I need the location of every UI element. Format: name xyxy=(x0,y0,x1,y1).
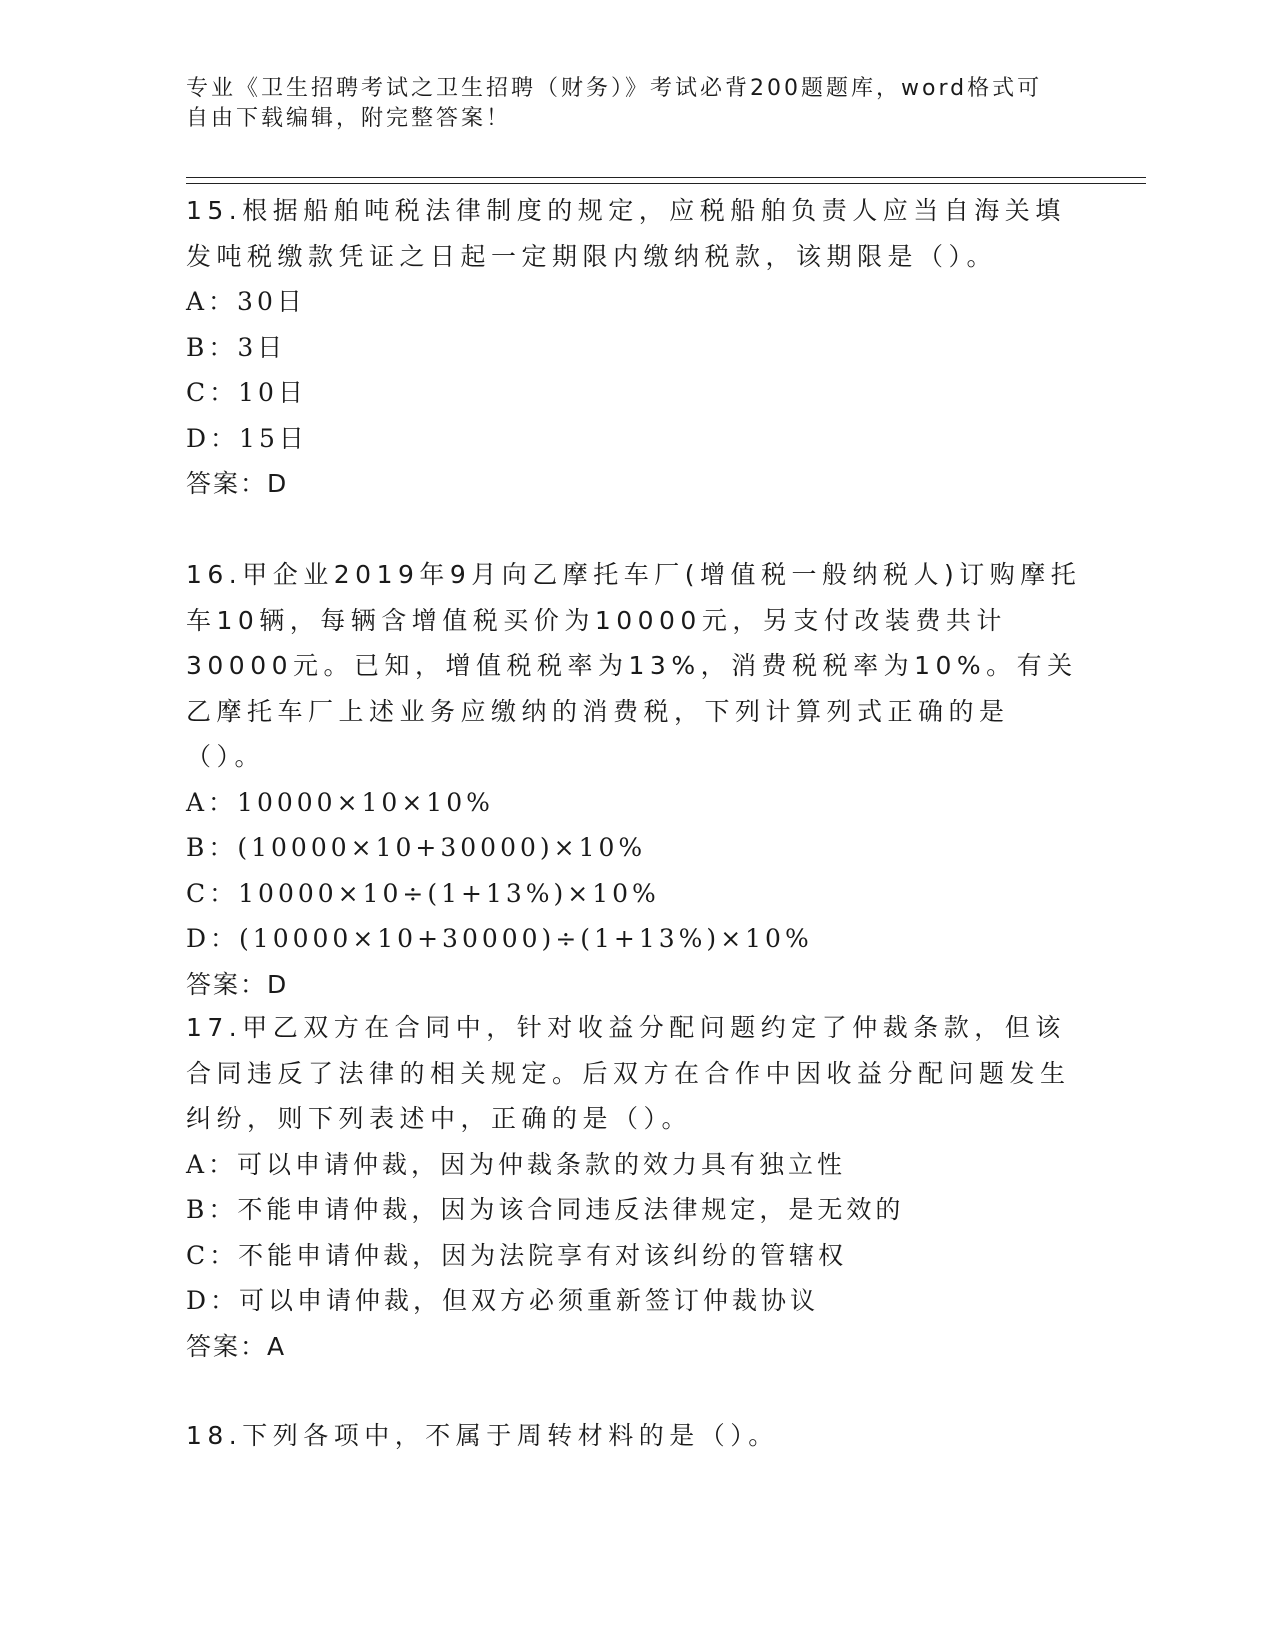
answer-line: 答案：A xyxy=(186,1331,287,1361)
option-c: C：10日 xyxy=(186,378,307,407)
option-b: B：3日 xyxy=(186,332,287,362)
question-16 xyxy=(186,552,1086,1007)
question-stem: 16.甲企业2019年9月向乙摩托车厂(增值税一般纳税人)订购摩托车10辆，每辆含增值税买价为10000元，另支付改装费共计30000元。已知，增值税税率为13%，消费税税率为10%。有关乙摩托车厂上述业务应缴纳的消费税，下列计算列式正确的是（）。 xyxy=(186,560,1082,771)
question-stem: 15.根据船舶吨税法律制度的规定，应税船舶负责人应当自海关填发吨税缴款凭证之日起一定期限内缴纳税款，该期限是（）。 xyxy=(186,196,1066,271)
option-d: D：15日 xyxy=(186,423,308,453)
option-d: D：(10000×10+30000)÷(1+13%)×10% xyxy=(186,924,813,953)
answer-line: 答案：D xyxy=(186,469,289,498)
question-stem: 18.下列各项中，不属于周转材料的是（）。 xyxy=(186,1421,779,1450)
option-b: B：不能申请仲裁，因为该合同违反法律规定，是无效的 xyxy=(186,1195,905,1224)
option-c: C：不能申请仲裁，因为法院享有对该纠纷的管辖权 xyxy=(186,1240,848,1270)
question-stem: 17.甲乙双方在合同中，针对收益分配问题约定了仲裁条款，但该合同违反了法律的相关规定。后双方在合作中因收益分配问题发生纠纷，则下列表述中，正确的是（）。 xyxy=(186,1013,1071,1133)
question-15 xyxy=(186,188,1086,507)
document-header: 专业《卫生招聘考试之卫生招聘（财务）》考试必背200题题库，word格式可自由下载编辑，附完整答案！ xyxy=(186,76,1043,131)
header-divider-bottom xyxy=(186,183,1146,184)
option-a: A：30日 xyxy=(186,287,306,316)
option-a: A：10000×10×10% xyxy=(186,787,494,817)
option-d: D：可以申请仲裁，但双方必须重新签订仲裁协议 xyxy=(186,1286,820,1315)
option-b: B：(10000×10+30000)×10% xyxy=(186,833,647,862)
question-17 xyxy=(186,1005,1086,1369)
question-18 xyxy=(186,1413,1086,1459)
option-c: C：10000×10÷(1+13%)×10% xyxy=(186,878,660,908)
answer-line: 答案：D xyxy=(186,969,289,999)
header-divider-top xyxy=(186,177,1146,178)
option-a: A：可以申请仲裁，因为仲裁条款的效力具有独立性 xyxy=(186,1149,847,1179)
